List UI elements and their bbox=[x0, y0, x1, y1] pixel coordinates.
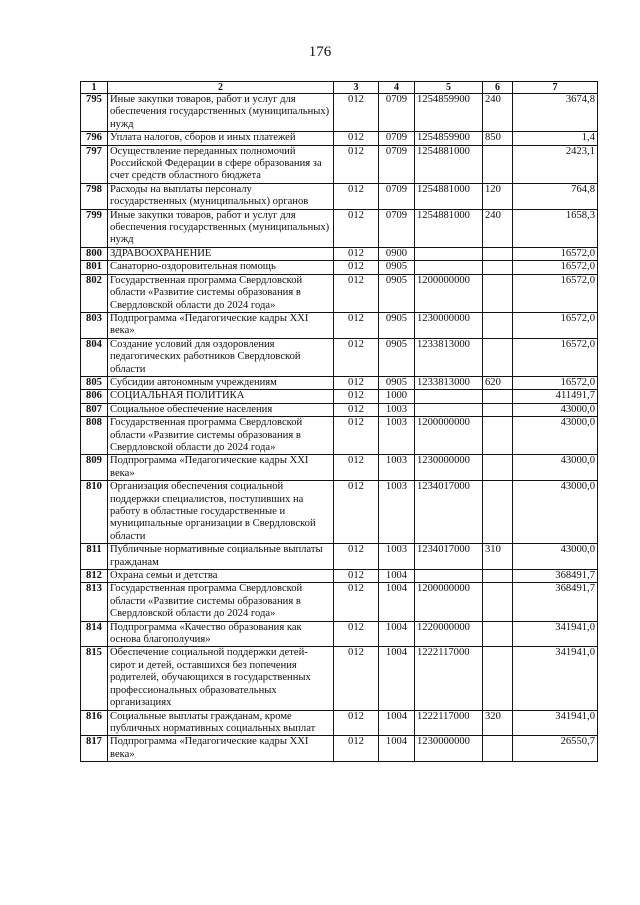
row-col-6 bbox=[483, 621, 513, 647]
table-row bbox=[81, 390, 598, 403]
row-col-5: 1254859900 bbox=[415, 132, 483, 145]
row-number: 797 bbox=[81, 145, 108, 183]
row-amount: 43000,0 bbox=[513, 544, 598, 570]
row-amount: 341941,0 bbox=[513, 621, 598, 647]
row-col-6 bbox=[483, 390, 513, 403]
row-col-5: 1254881000 bbox=[415, 209, 483, 247]
row-amount: 2423,1 bbox=[513, 145, 598, 183]
row-col-6: 310 bbox=[483, 544, 513, 570]
row-col-6: 240 bbox=[483, 209, 513, 247]
budget-table bbox=[80, 81, 598, 762]
row-amount: 16572,0 bbox=[513, 247, 598, 260]
row-col-6 bbox=[483, 145, 513, 183]
table-row bbox=[81, 570, 598, 583]
row-name: Иные закупки товаров, работ и услуг для обеспечения государственных (муниципальных) нужд bbox=[108, 94, 334, 132]
row-number: 798 bbox=[81, 183, 108, 209]
row-col-5: 1234017000 bbox=[415, 544, 483, 570]
row-col-5: 1222117000 bbox=[415, 647, 483, 710]
row-col-5: 1200000000 bbox=[415, 417, 483, 455]
row-name: Создание условий для оздоровления педагогических работников Свердловской области bbox=[108, 338, 334, 376]
row-col-5: 1233813000 bbox=[415, 376, 483, 389]
row-amount: 3674,8 bbox=[513, 94, 598, 132]
table-row bbox=[81, 274, 598, 312]
row-number: 805 bbox=[81, 376, 108, 389]
row-number: 796 bbox=[81, 132, 108, 145]
row-col-6 bbox=[483, 583, 513, 621]
row-col-6 bbox=[483, 247, 513, 260]
row-number: 811 bbox=[81, 544, 108, 570]
row-col-3: 012 bbox=[334, 261, 379, 274]
row-name: Субсидии автономным учреждениям bbox=[108, 376, 334, 389]
row-number: 801 bbox=[81, 261, 108, 274]
row-amount: 764,8 bbox=[513, 183, 598, 209]
table-row bbox=[81, 481, 598, 544]
table-row bbox=[81, 621, 598, 647]
row-name: Организация обеспечения социальной поддержки специалистов, поступивших на работу в областные государственные и муниципальные организации в Свердловской области bbox=[108, 481, 334, 544]
table-row bbox=[81, 261, 598, 274]
row-col-5 bbox=[415, 247, 483, 260]
row-col-6 bbox=[483, 455, 513, 481]
row-col-4: 0709 bbox=[379, 209, 415, 247]
row-col-3: 012 bbox=[334, 647, 379, 710]
row-col-3: 012 bbox=[334, 183, 379, 209]
row-col-5: 1234017000 bbox=[415, 481, 483, 544]
table-row bbox=[81, 209, 598, 247]
row-col-5: 1254881000 bbox=[415, 145, 483, 183]
row-amount: 16572,0 bbox=[513, 338, 598, 376]
header-col-6: 6 bbox=[483, 82, 513, 94]
row-name: Расходы на выплаты персоналу государственных (муниципальных) органов bbox=[108, 183, 334, 209]
row-col-4: 1003 bbox=[379, 481, 415, 544]
row-col-4: 1004 bbox=[379, 583, 415, 621]
row-name: Подпрограмма «Педагогические кадры XXI века» bbox=[108, 455, 334, 481]
row-number: 804 bbox=[81, 338, 108, 376]
row-col-5: 1230000000 bbox=[415, 312, 483, 338]
row-col-5 bbox=[415, 390, 483, 403]
row-col-3: 012 bbox=[334, 274, 379, 312]
row-amount: 43000,0 bbox=[513, 417, 598, 455]
row-amount: 1,4 bbox=[513, 132, 598, 145]
row-col-4: 0900 bbox=[379, 247, 415, 260]
row-col-4: 0709 bbox=[379, 94, 415, 132]
row-name: ЗДРАВООХРАНЕНИЕ bbox=[108, 247, 334, 260]
row-number: 802 bbox=[81, 274, 108, 312]
row-col-4: 0905 bbox=[379, 312, 415, 338]
row-number: 795 bbox=[81, 94, 108, 132]
row-number: 810 bbox=[81, 481, 108, 544]
row-col-6 bbox=[483, 261, 513, 274]
row-amount: 341941,0 bbox=[513, 710, 598, 736]
table-row bbox=[81, 736, 598, 762]
table-row bbox=[81, 647, 598, 710]
row-amount: 16572,0 bbox=[513, 312, 598, 338]
table-row bbox=[81, 183, 598, 209]
row-col-3: 012 bbox=[334, 544, 379, 570]
row-amount: 43000,0 bbox=[513, 481, 598, 544]
row-col-5: 1200000000 bbox=[415, 274, 483, 312]
row-number: 817 bbox=[81, 736, 108, 762]
row-col-4: 1003 bbox=[379, 455, 415, 481]
row-col-4: 0905 bbox=[379, 274, 415, 312]
row-col-4: 1004 bbox=[379, 647, 415, 710]
table-row bbox=[81, 455, 598, 481]
row-name: Государственная программа Свердловской области «Развитие системы образования в Свердловской области до 2024 года» bbox=[108, 583, 334, 621]
row-col-3: 012 bbox=[334, 390, 379, 403]
row-name: Социальные выплаты гражданам, кроме публичных нормативных социальных выплат bbox=[108, 710, 334, 736]
row-name: Иные закупки товаров, работ и услуг для обеспечения государственных (муниципальных) нужд bbox=[108, 209, 334, 247]
table-header bbox=[81, 82, 598, 94]
row-name: Государственная программа Свердловской области «Развитие системы образования в Свердловской области до 2024 года» bbox=[108, 274, 334, 312]
row-number: 799 bbox=[81, 209, 108, 247]
row-col-5 bbox=[415, 403, 483, 416]
row-number: 800 bbox=[81, 247, 108, 260]
row-col-5: 1230000000 bbox=[415, 736, 483, 762]
row-name: СОЦИАЛЬНАЯ ПОЛИТИКА bbox=[108, 390, 334, 403]
row-amount: 16572,0 bbox=[513, 274, 598, 312]
row-col-4: 1003 bbox=[379, 403, 415, 416]
table-body bbox=[81, 94, 598, 762]
row-col-3: 012 bbox=[334, 570, 379, 583]
row-col-6 bbox=[483, 274, 513, 312]
row-col-3: 012 bbox=[334, 338, 379, 376]
table-row bbox=[81, 403, 598, 416]
table-row bbox=[81, 338, 598, 376]
table-row bbox=[81, 583, 598, 621]
row-col-6 bbox=[483, 312, 513, 338]
row-name: Подпрограмма «Качество образования как основа благополучия» bbox=[108, 621, 334, 647]
table-row bbox=[81, 132, 598, 145]
table-row bbox=[81, 312, 598, 338]
row-col-6 bbox=[483, 481, 513, 544]
table-row bbox=[81, 417, 598, 455]
row-amount: 341941,0 bbox=[513, 647, 598, 710]
row-col-5 bbox=[415, 570, 483, 583]
row-col-4: 0905 bbox=[379, 261, 415, 274]
row-amount: 43000,0 bbox=[513, 403, 598, 416]
row-col-3: 012 bbox=[334, 583, 379, 621]
row-col-4: 1003 bbox=[379, 544, 415, 570]
row-col-5: 1220000000 bbox=[415, 621, 483, 647]
row-amount: 16572,0 bbox=[513, 376, 598, 389]
row-col-6 bbox=[483, 570, 513, 583]
row-col-3: 012 bbox=[334, 209, 379, 247]
row-col-4: 1004 bbox=[379, 570, 415, 583]
row-name: Санаторно-оздоровительная помощь bbox=[108, 261, 334, 274]
row-number: 807 bbox=[81, 403, 108, 416]
row-col-3: 012 bbox=[334, 94, 379, 132]
row-number: 814 bbox=[81, 621, 108, 647]
row-col-4: 1004 bbox=[379, 621, 415, 647]
header-col-4: 4 bbox=[379, 82, 415, 94]
row-col-4: 1003 bbox=[379, 417, 415, 455]
row-amount: 368491,7 bbox=[513, 570, 598, 583]
row-col-4: 1004 bbox=[379, 736, 415, 762]
row-number: 812 bbox=[81, 570, 108, 583]
row-name: Осуществление переданных полномочий Российской Федерации в сфере образования за счет средств областного бюджета bbox=[108, 145, 334, 183]
row-number: 815 bbox=[81, 647, 108, 710]
row-amount: 26550,7 bbox=[513, 736, 598, 762]
row-amount: 43000,0 bbox=[513, 455, 598, 481]
row-col-4: 1004 bbox=[379, 710, 415, 736]
row-number: 813 bbox=[81, 583, 108, 621]
row-col-5: 1254881000 bbox=[415, 183, 483, 209]
row-col-6: 620 bbox=[483, 376, 513, 389]
table-row bbox=[81, 94, 598, 132]
row-number: 803 bbox=[81, 312, 108, 338]
row-col-6: 240 bbox=[483, 94, 513, 132]
row-col-6 bbox=[483, 338, 513, 376]
row-col-5: 1254859900 bbox=[415, 94, 483, 132]
row-col-6 bbox=[483, 647, 513, 710]
row-name: Обеспечение социальной поддержки детей-сирот и детей, оставшихся без попечения родителей, обучающихся в государственных профессиональных образовательных организациях bbox=[108, 647, 334, 710]
row-number: 806 bbox=[81, 390, 108, 403]
row-col-6 bbox=[483, 736, 513, 762]
table-row bbox=[81, 247, 598, 260]
row-col-6 bbox=[483, 403, 513, 416]
row-col-3: 012 bbox=[334, 403, 379, 416]
row-col-3: 012 bbox=[334, 132, 379, 145]
row-col-5: 1233813000 bbox=[415, 338, 483, 376]
row-col-3: 012 bbox=[334, 145, 379, 183]
row-name: Социальное обеспечение населения bbox=[108, 403, 334, 416]
row-name: Государственная программа Свердловской области «Развитие системы образования в Свердловской области до 2024 года» bbox=[108, 417, 334, 455]
table-row bbox=[81, 376, 598, 389]
row-col-3: 012 bbox=[334, 455, 379, 481]
header-row bbox=[81, 82, 598, 94]
row-amount: 16572,0 bbox=[513, 261, 598, 274]
row-col-6 bbox=[483, 417, 513, 455]
row-col-3: 012 bbox=[334, 710, 379, 736]
row-col-5: 1222117000 bbox=[415, 710, 483, 736]
row-col-5: 1230000000 bbox=[415, 455, 483, 481]
row-col-3: 012 bbox=[334, 736, 379, 762]
row-col-4: 0709 bbox=[379, 132, 415, 145]
row-col-6: 320 bbox=[483, 710, 513, 736]
row-amount: 368491,7 bbox=[513, 583, 598, 621]
row-name: Охрана семьи и детства bbox=[108, 570, 334, 583]
row-name: Уплата налогов, сборов и иных платежей bbox=[108, 132, 334, 145]
row-amount: 411491,7 bbox=[513, 390, 598, 403]
header-col-2: 2 bbox=[108, 82, 334, 94]
row-col-4: 1000 bbox=[379, 390, 415, 403]
row-number: 809 bbox=[81, 455, 108, 481]
table-row bbox=[81, 710, 598, 736]
row-col-4: 0709 bbox=[379, 183, 415, 209]
row-col-4: 0905 bbox=[379, 338, 415, 376]
row-col-6: 120 bbox=[483, 183, 513, 209]
row-col-3: 012 bbox=[334, 247, 379, 260]
row-name: Подпрограмма «Педагогические кадры XXI века» bbox=[108, 312, 334, 338]
row-name: Публичные нормативные социальные выплаты гражданам bbox=[108, 544, 334, 570]
row-col-5: 1200000000 bbox=[415, 583, 483, 621]
row-col-5 bbox=[415, 261, 483, 274]
row-col-3: 012 bbox=[334, 376, 379, 389]
header-col-1: 1 bbox=[81, 82, 108, 94]
row-col-3: 012 bbox=[334, 417, 379, 455]
header-col-3: 3 bbox=[334, 82, 379, 94]
row-col-4: 0709 bbox=[379, 145, 415, 183]
page-number: 176 bbox=[308, 44, 332, 60]
header-col-7: 7 bbox=[513, 82, 598, 94]
row-amount: 1658,3 bbox=[513, 209, 598, 247]
row-number: 808 bbox=[81, 417, 108, 455]
header-col-5: 5 bbox=[415, 82, 483, 94]
row-number: 816 bbox=[81, 710, 108, 736]
row-col-4: 0905 bbox=[379, 376, 415, 389]
row-col-3: 012 bbox=[334, 621, 379, 647]
row-col-6: 850 bbox=[483, 132, 513, 145]
table-row bbox=[81, 544, 598, 570]
row-col-3: 012 bbox=[334, 481, 379, 544]
row-col-3: 012 bbox=[334, 312, 379, 338]
table-row bbox=[81, 145, 598, 183]
row-name: Подпрограмма «Педагогические кадры XXI века» bbox=[108, 736, 334, 762]
